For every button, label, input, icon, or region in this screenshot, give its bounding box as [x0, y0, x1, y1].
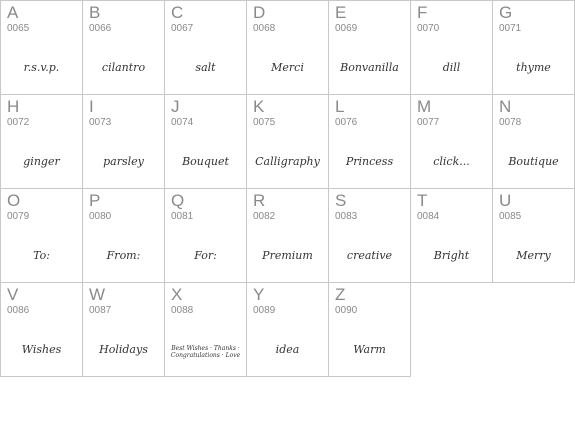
glyph-letter: A [7, 3, 19, 22]
glyph-preview: Wishes [21, 343, 62, 356]
glyph-code: 0079 [7, 211, 30, 222]
glyph-letter: F [417, 3, 428, 22]
glyph-letter: U [499, 191, 512, 210]
glyph-cell-i[interactable] [82, 94, 165, 189]
glyph-letter: M [417, 97, 432, 116]
glyph-cell-t[interactable] [410, 188, 493, 283]
glyph-preview: click... [433, 155, 470, 168]
glyph-code: 0071 [499, 23, 522, 34]
glyph-preview: r.s.v.p. [23, 61, 60, 74]
glyph-code: 0076 [335, 117, 358, 128]
glyph-preview: salt [195, 61, 216, 74]
glyph-cell-f[interactable] [410, 0, 493, 95]
glyph-cell-b[interactable] [82, 0, 165, 95]
glyph-preview: To: [33, 249, 50, 262]
glyph-preview: From: [106, 249, 141, 262]
glyph-code: 0078 [499, 117, 522, 128]
glyph-letter: K [253, 97, 265, 116]
glyph-code: 0081 [171, 211, 194, 222]
glyph-letter: C [171, 3, 184, 22]
glyph-code: 0082 [253, 211, 276, 222]
glyph-letter: H [7, 97, 20, 116]
glyph-code: 0088 [171, 305, 194, 316]
glyph-cell-w[interactable] [82, 282, 165, 377]
glyph-cell-o[interactable] [0, 188, 83, 283]
glyph-letter: Y [253, 285, 265, 304]
glyph-code: 0075 [253, 117, 276, 128]
glyph-cell-l[interactable] [328, 94, 411, 189]
glyph-cell-k[interactable] [246, 94, 329, 189]
glyph-cell-s[interactable] [328, 188, 411, 283]
glyph-cell-g[interactable] [492, 0, 575, 95]
glyph-letter: X [171, 285, 183, 304]
glyph-code: 0067 [171, 23, 194, 34]
glyph-cell-q[interactable] [164, 188, 247, 283]
glyph-cell-z[interactable] [328, 282, 411, 377]
glyph-letter: O [7, 191, 21, 210]
glyph-preview: creative [346, 249, 393, 262]
glyph-cell-v[interactable] [0, 282, 83, 377]
glyph-cell-m[interactable] [410, 94, 493, 189]
glyph-cell-u[interactable] [492, 188, 575, 283]
glyph-letter: P [89, 191, 101, 210]
glyph-cell-d[interactable] [246, 0, 329, 95]
glyph-cell-a[interactable] [0, 0, 83, 95]
glyph-letter: E [335, 3, 347, 22]
glyph-letter: J [171, 97, 180, 116]
glyph-code: 0068 [253, 23, 276, 34]
glyph-code: 0085 [499, 211, 522, 222]
glyph-letter: W [89, 285, 106, 304]
glyph-cell-n[interactable] [492, 94, 575, 189]
glyph-letter: D [253, 3, 266, 22]
glyph-cell-y[interactable] [246, 282, 329, 377]
glyph-preview: Bright [433, 249, 470, 262]
glyph-cell-c[interactable] [164, 0, 247, 95]
glyph-code: 0070 [417, 23, 440, 34]
glyph-cell-h[interactable] [0, 94, 83, 189]
glyph-code: 0065 [7, 23, 30, 34]
glyph-preview: ginger [23, 155, 60, 168]
glyph-letter: S [335, 191, 347, 210]
glyph-code: 0077 [417, 117, 440, 128]
glyph-letter: V [7, 285, 19, 304]
glyph-preview: cilantro [101, 61, 146, 74]
glyph-letter: L [335, 97, 345, 116]
glyph-letter: R [253, 191, 266, 210]
glyph-letter: I [89, 97, 94, 116]
glyph-preview: thyme [516, 61, 551, 74]
glyph-preview: idea [275, 343, 300, 356]
glyph-cell-e[interactable] [328, 0, 411, 95]
glyph-preview: parsley [103, 155, 144, 168]
glyph-preview: Warm [353, 343, 386, 356]
glyph-preview: dill [442, 61, 461, 74]
glyph-preview: For: [194, 249, 217, 262]
glyph-letter: G [499, 3, 513, 22]
glyph-cell-j[interactable] [164, 94, 247, 189]
glyph-preview: Bouquet [182, 155, 229, 168]
glyph-preview: Princess [345, 155, 394, 168]
glyph-cell-x[interactable] [164, 282, 247, 377]
glyph-preview: Best Wishes · Thanks · Congratulations · Love [170, 345, 241, 359]
glyph-code: 0072 [7, 117, 30, 128]
glyph-letter: Q [171, 191, 185, 210]
glyph-code: 0086 [7, 305, 30, 316]
glyph-letter: T [417, 191, 428, 210]
glyph-code: 0073 [89, 117, 112, 128]
glyph-code: 0083 [335, 211, 358, 222]
glyph-code: 0066 [89, 23, 112, 34]
glyph-cell-r[interactable] [246, 188, 329, 283]
glyph-code: 0069 [335, 23, 358, 34]
glyph-preview: Merci [271, 61, 304, 74]
glyph-preview: Boutique [508, 155, 559, 168]
glyph-code: 0084 [417, 211, 440, 222]
glyph-code: 0087 [89, 305, 112, 316]
glyph-code: 0080 [89, 211, 112, 222]
glyph-preview: Calligraphy [255, 155, 320, 168]
glyph-letter: Z [335, 285, 346, 304]
glyph-preview: Bonvanilla [340, 61, 399, 74]
glyph-cell-p[interactable] [82, 188, 165, 283]
glyph-code: 0074 [171, 117, 194, 128]
glyph-preview: Premium [262, 249, 313, 262]
glyph-letter: B [89, 3, 101, 22]
glyph-letter: N [499, 97, 512, 116]
glyph-preview: Merry [516, 249, 551, 262]
glyph-code: 0090 [335, 305, 358, 316]
glyph-preview: Holidays [99, 343, 148, 356]
glyph-code: 0089 [253, 305, 276, 316]
